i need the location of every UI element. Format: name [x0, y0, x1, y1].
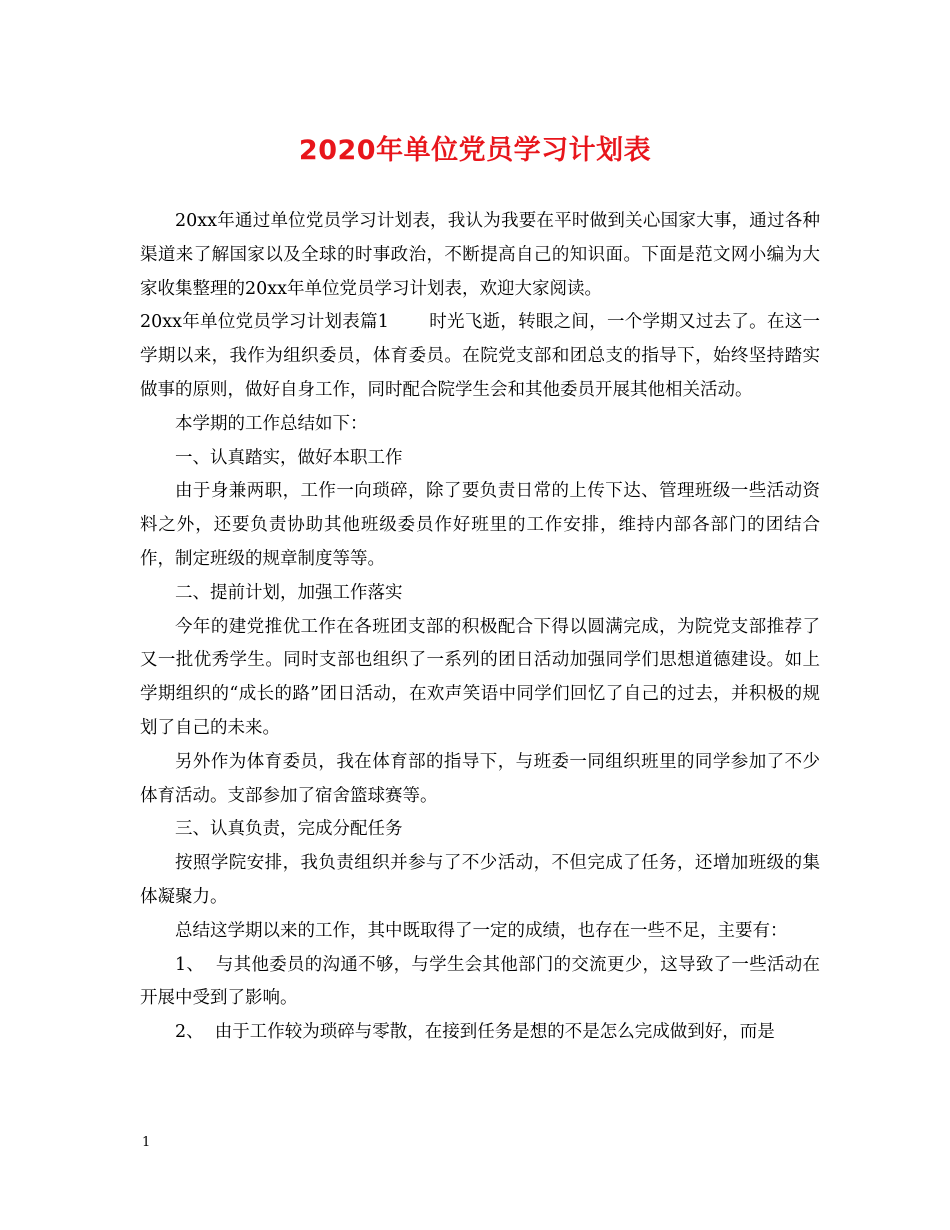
list-item: 1、 与其他委员的沟通不够，与学生会其他部门的交流更少，这导致了一些活动在开展中受到了影响。: [140, 954, 820, 1009]
heading-3: 三、认真负责，完成分配任务: [175, 819, 403, 840]
section-heading: 20xx年单位党员学习计划表篇1: [140, 312, 389, 333]
list-item: 2、 由于工作较为琐碎与零散，在接到任务是想的不是怎么完成做到好，而是: [175, 1022, 775, 1043]
paragraph: 总结这学期以来的工作，其中既取得了一定的成绩，也存在一些不足，主要有：: [175, 920, 788, 941]
paragraph: 由于身兼两职，工作一向琐碎，除了要负责日常的上传下达、管理班级一些活动资料之外，还要负责协助其他班级委员作好班里的工作安排，维持内部各部门的团结合作，制定班级的规章制度等等。: [140, 481, 820, 569]
page-number: 1: [142, 1135, 151, 1150]
heading-1: 一、认真踏实，做好本职工作: [175, 447, 403, 468]
intro-paragraph: 20xx年通过单位党员学习计划表，我认为我要在平时做到关心国家大事，通过各种渠道来了解国家以及全球的时事政治，不断提高自己的知识面。下面是范文网小编为大家收集整理的20xx年单位党员学习计划表，欢迎大家阅读。: [140, 211, 820, 299]
section-paragraph: [140, 306, 820, 407]
paragraph: 今年的建党推优工作在各班团支部的积极配合下得以圆满完成，为院党支部推荐了又一批优秀学生。同时支部也组织了一系列的团日活动加强同学们思想道德建设。如上学期组织的“成长的路”团日活动，在欢声笑语中同学们回忆了自己的过去，并积极的规划了自己的未来。: [140, 616, 820, 738]
paragraph: 本学期的工作总结如下：: [175, 413, 368, 434]
paragraph: 另外作为体育委员，我在体育部的指导下，与班委一同组织班里的同学参加了不少体育活动。支部参加了宿舍篮球赛等。: [140, 751, 820, 806]
heading-2: 二、提前计划，加强工作落实: [175, 582, 403, 603]
section-intro-text: 时光飞逝，转眼之间，一个学期又过去了。在这一学期以来，我作为组织委员，体育委员。在院党支部和团总支的指导下，始终坚持踏实做事的原则，做好自身工作，同时配合院学生会和其他委员开展其他相关活动。: [140, 312, 821, 400]
document-body: [140, 205, 820, 1050]
paragraph: 按照学院安排，我负责组织并参与了不少活动，不但完成了任务，还增加班级的集体凝聚力。: [140, 853, 820, 907]
page-title: 2020年单位党员学习计划表: [298, 135, 652, 166]
